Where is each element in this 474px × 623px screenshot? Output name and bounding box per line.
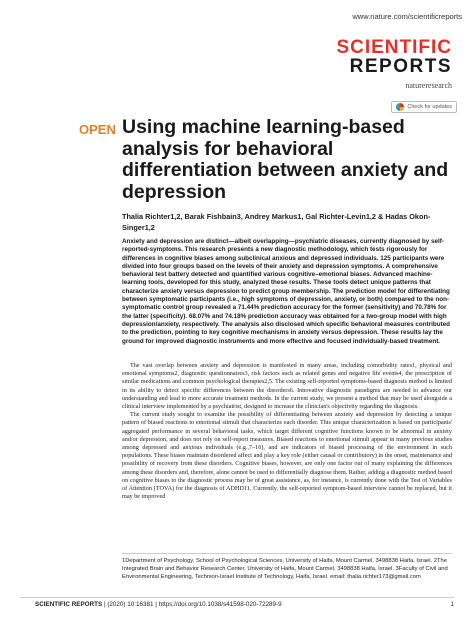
abstract: Anxiety and depression are distinct—albeit overlapping—psychiatric diseases, currently diagnosed by self-reported-symptoms. This research presents a new diagnostic methodology, which tests rigorously for differences in cognitive biases among subclinical anxious and depressed individuals. 125 participants were divided into four groups based on the levels of their anxiety and depression symptoms. A comprehensive behavioral test battery detected and quantified various cognitive–emotional biases. Advanced machine-learning tools, developed for this study, analyzed these results. These tools detect unique patterns that characterize anxiety versus depression to predict group membership. The prediction model for differentiating between symptomatic participants (i.e., high symptoms of depression, anxiety, or both) compared to the non-symptomatic control group revealed a 71.44% prediction accuracy for the former (sensitivity) and 70.78% for the latter (specificity). 68.07% and 74.18% prediction accuracy was obtained for a two-group model with high depression/anxiety, respectively. The analysis also disclosed which specific behavioral measures contributed to the prediction, pointing to key cognitive mechanisms in anxiety versus depression. These results lay the ground for improved diagnostic instruments and more effective and focused individually-based treatment. [122, 238, 451, 345]
article-title: Using machine learning-based analysis for behavioral differentiation between anxiety and depression [122, 116, 449, 203]
check-updates-button[interactable] [391, 101, 457, 113]
footer-separator: | [103, 601, 108, 608]
page-number: 1 [450, 601, 454, 608]
journal-logo-line1: SCIENTIFIC [336, 37, 452, 58]
body-paragraph: The vast overlap between anxiety and depression is manifested in many areas, including comorbidity rates1, physical and emotional symptoms2, diagnostic questionnaires3, risk factors such as related genes and negative life events4, the prescription of similar medications and common psychological therapies2,5. The existing self-reported symptoms-based diagnosis method is limited in its ability to detect specific differences between the disorders6. Innovative diagnostic paradigms are needed to advance our understanding and lead to more accurate treatment methods. In the current study, we present a method that may be used alongside a clinical interview implemented by a psychiatrist, designed to increase the clinician's objectivity regarding the diagnosis. [122, 362, 452, 411]
check-updates-label: Check for updates [407, 104, 452, 110]
divider [122, 553, 452, 554]
footer-separator: | [155, 601, 159, 608]
publisher-logo: natureresearch [405, 81, 452, 90]
updates-icon [396, 103, 404, 111]
open-access-label: OPEN [79, 122, 116, 137]
journal-logo-line2: REPORTS [349, 56, 452, 77]
footer-journal: SCIENTIFIC REPORTS [35, 601, 103, 608]
page-footer [35, 601, 454, 608]
body-paragraph: The current study sought to examine the possibility of differentiating between anxiety and depression by detecting a unique pattern of biased reactions to emotional stimuli that characterize each disorder. This unique characterization is based on participants' aggregated performance in several behavioral tasks, which target different cognitive functions known to be abnormal in anxiety and/or depression, and does not rely on self-report measures. Biased reactions to emotional stimuli appear in many previous studies among depressed and anxious individuals (e.g.,7–10), and are indicators of biased processing of the environment in such populations. These biases maintain disordered affect and play a key role (either causal or contributory) in the onset, maintenance and possibility of recovery from these disorders. Cognitive biases, however, are only one factor out of many explaining the differences among these disorders and, therefore, alone cannot be used to differentially diagnose them. Rather, adding a diagnostic method based on cognitive biases to the diagnostic process may be of great assistance, as, for instance, is currently done with the Test of Variables of Attention (TOVA) for the diagnosis of ADHD11. Currently, the self-reported symptom-based interview cannot be replaced, but it may be improved [122, 411, 452, 501]
affiliations: 1Department of Psychology, School of Psychological Sciences, University of Haifa, Mount Carmel, 3498838 Haifa, Israel. 2The Integrated Brain and Behavior Research Center, University of Haifa, Mount Carmel, 3498838 Haifa, Israel. 3Faculty of Civil and Environmental Engineering, Technion-Israel Institute of Technology, Haifa, Israel. email: thalia.richter173@gmail.com [122, 558, 448, 580]
author-list[interactable]: Thalia Richter1,2, Barak Fishbain3, Andrey Markus1, Gal Richter-Levin1,2 & Hadas Okon-Singer1,2 [122, 212, 431, 232]
footer-doi[interactable]: https://doi.org/10.1038/s41598-020-72289-9 [158, 601, 282, 608]
footer-citation: (2020) 10:16381 [107, 601, 154, 608]
body-text [122, 362, 452, 501]
journal-url[interactable]: www.nature.com/scientificreports [352, 12, 462, 21]
footer-divider [20, 597, 454, 598]
